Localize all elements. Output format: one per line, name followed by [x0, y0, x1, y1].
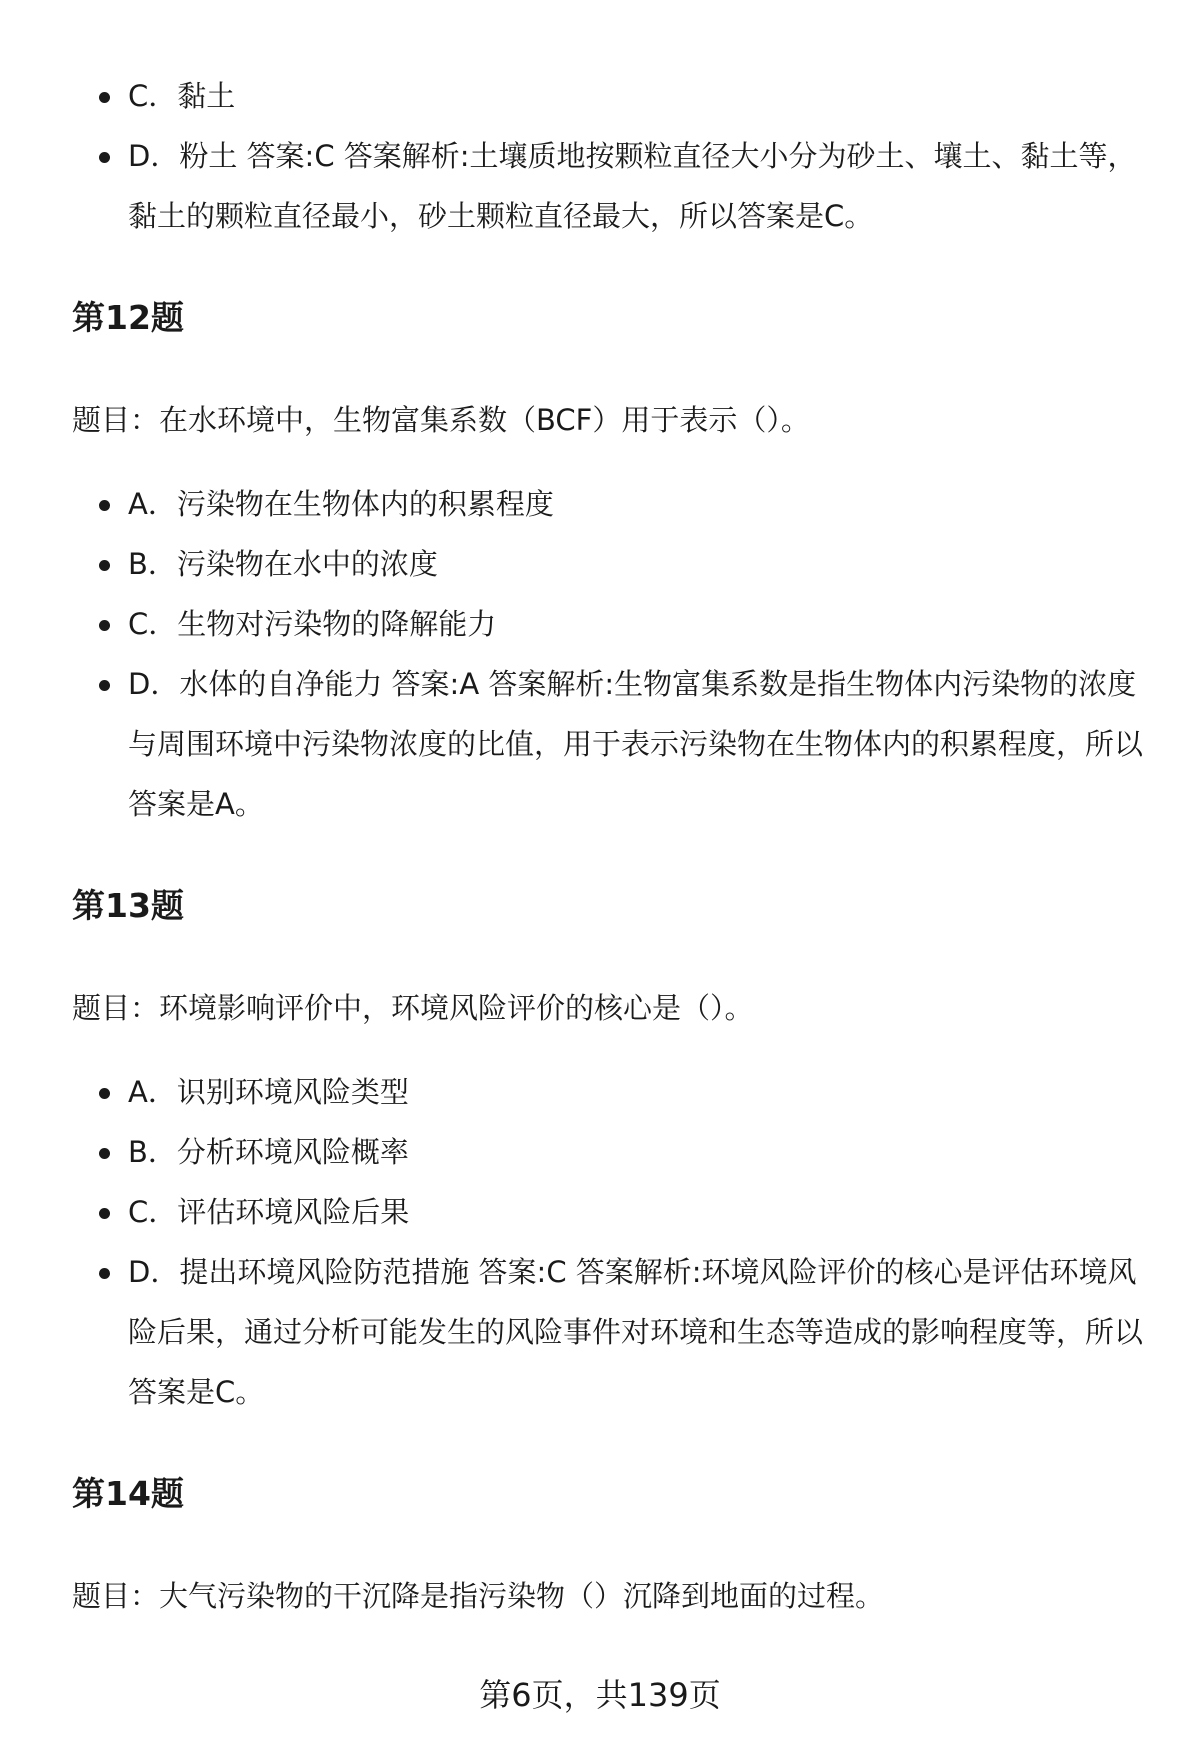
option-d-answer: D．水体的自净能力 答案:A 答案解析:生物富集系数是指生物体内污染物的浓度与周围环境中污染物浓度的比值，用于表示污染物在生物体内的积累程度，所以答案是A。	[72, 654, 1162, 834]
question-prompt: 题目：在水环境中，生物富集系数（BCF）用于表示（）。	[72, 403, 810, 437]
page-content	[72, 66, 1162, 1650]
question-12	[72, 298, 1162, 834]
option-c: C．评估环境风险后果	[72, 1182, 1162, 1242]
question-heading: 第12题	[72, 298, 184, 337]
prev-question-options	[72, 66, 1162, 246]
question-heading: 第13题	[72, 886, 184, 925]
page-number: 第6页，共139页	[479, 1676, 721, 1714]
option-c: C．生物对污染物的降解能力	[72, 594, 1162, 654]
question-14	[72, 1474, 1162, 1616]
option-b: B．污染物在水中的浓度	[72, 534, 1162, 594]
option-d-answer: D．粉土 答案:C 答案解析:土壤质地按颗粒直径大小分为砂土、壤土、黏土等，黏土的颗粒直径最小，砂土颗粒直径最大，所以答案是C。	[72, 126, 1162, 246]
option-d-answer: D．提出环境风险防范措施 答案:C 答案解析:环境风险评价的核心是评估环境风险后果，通过分析可能发生的风险事件对环境和生态等造成的影响程度等，所以答案是C。	[72, 1242, 1162, 1422]
question-heading: 第14题	[72, 1474, 184, 1513]
question-13	[72, 886, 1162, 1422]
option-a: A．污染物在生物体内的积累程度	[72, 474, 1162, 534]
question-prompt: 题目：大气污染物的干沉降是指污染物（）沉降到地面的过程。	[72, 1579, 885, 1613]
question-options	[72, 474, 1162, 834]
option-c: C．黏土	[72, 66, 1162, 126]
option-b: B．分析环境风险概率	[72, 1122, 1162, 1182]
option-a: A．识别环境风险类型	[72, 1062, 1162, 1122]
question-prompt: 题目：环境影响评价中，环境风险评价的核心是（）。	[72, 991, 754, 1025]
question-options	[72, 1062, 1162, 1422]
